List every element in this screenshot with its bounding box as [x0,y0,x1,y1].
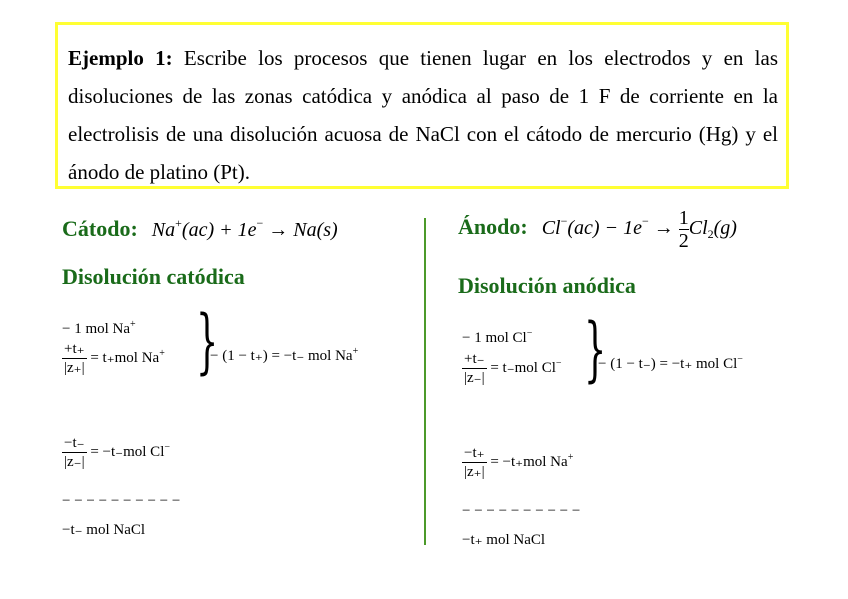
cathode-line3: $\frac{-t_-}{|z_-|}$ = −t₋mol Cl− [64,435,170,470]
anode-section-title: Disolución anódica [458,273,636,298]
cathode-heading [62,216,338,242]
anode-label: Ánodo: [458,214,528,240]
anode-line3: $\frac{-t_+}{|z_+|}$ = −t₊mol Na+ [464,445,574,480]
cathode-line2-fraction: $\frac{+t_+}{|z_+|}$ [64,341,85,376]
anode-line2: $\frac{+t_-}{|z_-|}$ = t₋mol Cl− [464,351,562,386]
anode-brace-result: − (1 − t₋) = −t₊ mol Cl− [598,354,743,372]
cathode-brace-result: − (1 − t₊) = −t₋ mol Na+ [210,346,359,364]
anode-line2-fraction: $\frac{+t_-}{|z_-|}$ [464,351,485,386]
cathode-dashes: − − − − − − − − − − [62,493,181,509]
column-divider [424,218,426,545]
cathode-line1: − 1 mol Na+ [62,319,136,337]
cathode-equation: Na+(ac) + 1e− → Na(s) [151,216,338,241]
anode-line1: − 1 mol Cl− [462,328,533,346]
anode-heading [458,207,737,252]
anode-half-fraction: $\frac{1}{2}$ [678,207,689,252]
cathode-line2: $\frac{+t_+}{|z_+|}$ = t₊mol Na+ [64,341,165,376]
example-paragraph [68,39,778,191]
cathode-line3-fraction: $\frac{-t_-}{|z_-|}$ [64,435,85,470]
cathode-brace: } [196,300,219,382]
anode-total: −t₊ mol NaCl [462,532,546,548]
example-box [55,22,789,189]
anode-brace: } [584,308,607,390]
anode-line3-fraction: $\frac{-t_+}{|z_+|}$ [464,445,485,480]
cathode-label: Cátodo: [62,216,138,241]
cathode-section-title: Disolución catódica [62,264,245,289]
anode-dashes: − − − − − − − − − − [462,503,581,519]
anode-equation: Cl−(ac) − 1e− → $\frac{1}{2}$ $Cl_2(g)$ [541,207,737,252]
example-label: Ejemplo 1: [68,46,173,70]
example-text: Escribe los procesos que tienen lugar en los electrodos y en las disoluciones de las zonas catódica y anódica al paso de 1 F de corriente en la electrolisis de una disolución acuosa de NaCl con el cátodo de mercurio (Hg) y el ánodo de platino (Pt). [68,46,778,184]
cathode-total: −t₋ mol NaCl [62,522,146,538]
